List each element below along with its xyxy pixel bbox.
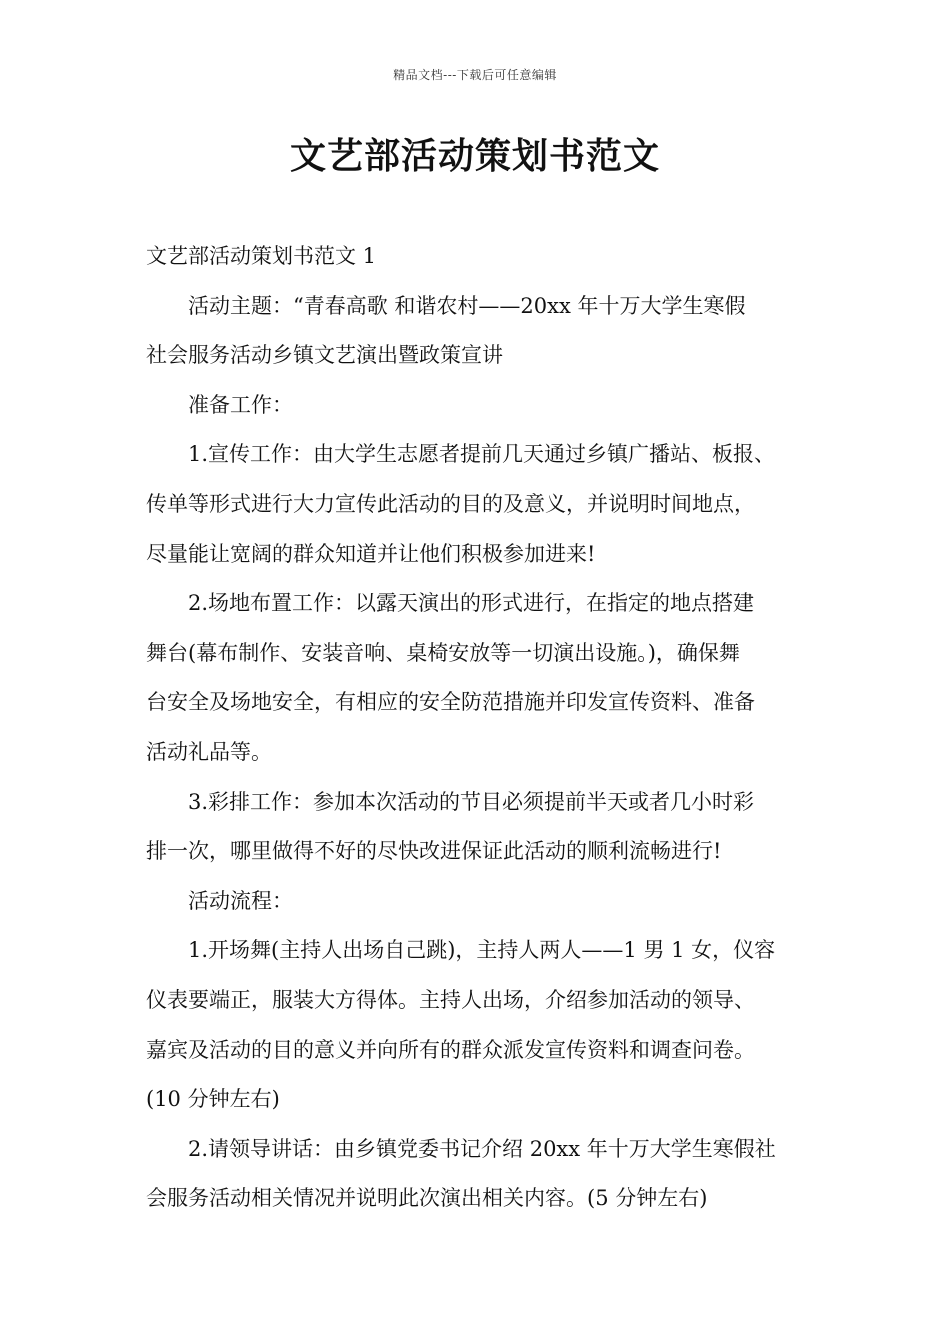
document-title: 文艺部活动策划书范文 <box>289 135 660 177</box>
section-heading: 文艺部活动策划书范文 1 <box>146 244 377 268</box>
paragraph-line: 仪表要端正，服装大方得体。主持人出场，介绍参加活动的领导、 <box>146 987 755 1012</box>
paragraph-line: 3.彩排工作：参加本次活动的节目必须提前半天或者几小时彩 <box>188 789 755 814</box>
paragraph-line: 社会服务活动乡镇文艺演出暨政策宣讲 <box>146 343 503 368</box>
paragraph-line: 活动主题：“青春高歌 和谐农村——20xx 年十万大学生寒假 <box>188 293 746 318</box>
paragraph-line: 尽量能让宽阔的群众知道并让他们积极参加进来! <box>146 541 596 566</box>
paragraph-line: 舞台(幕布制作、安装音响、桌椅安放等一切演出设施。)，确保舞 <box>146 640 740 665</box>
paragraph-line: 传单等形式进行大力宣传此活动的目的及意义，并说明时间地点， <box>146 491 755 516</box>
paragraph-line: 2.请领导讲话：由乡镇党委书记介绍 20xx 年十万大学生寒假社 <box>188 1136 776 1161</box>
paragraph-line: 2.场地布置工作：以露天演出的形式进行，在指定的地点搭建 <box>188 591 755 616</box>
paragraph-line: 活动礼品等。 <box>146 739 272 764</box>
subheading: 准备工作： <box>188 392 293 417</box>
paragraph-line: 1.开场舞(主持人出场自己跳)，主持人两人——1 男 1 女，仪容 <box>188 938 776 963</box>
paragraph-line: 1.宣传工作：由大学生志愿者提前几天通过乡镇广播站、板报、 <box>188 442 776 467</box>
paragraph-line: (10 分钟左右) <box>146 1087 280 1112</box>
document-body <box>146 232 826 1224</box>
paragraph-line: 会服务活动相关情况并说明此次演出相关内容。(5 分钟左右) <box>146 1186 708 1211</box>
paragraph-line: 嘉宾及活动的目的意义并向所有的群众派发宣传资料和调查问卷。 <box>146 1037 755 1062</box>
paragraph-line: 台安全及场地安全，有相应的安全防范措施并印发宣传资料、准备 <box>146 690 755 715</box>
subheading: 活动流程： <box>188 888 293 913</box>
paragraph-line: 排一次，哪里做得不好的尽快改进保证此活动的顺利流畅进行! <box>146 839 722 864</box>
header-note: 精品文档---下载后可任意编辑 <box>393 68 557 82</box>
